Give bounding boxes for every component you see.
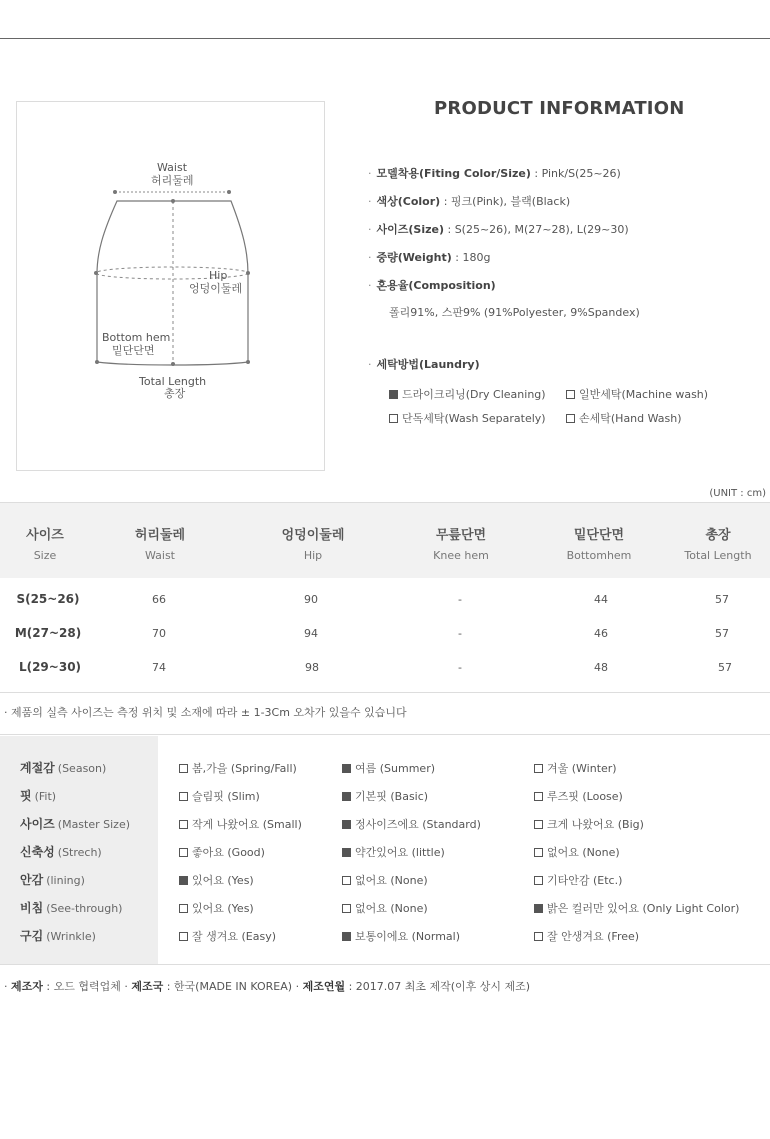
table-cell: 94 [304,627,318,640]
attr-option: 있어요 (Yes) [179,900,254,916]
attr-option: 루즈핏 (Loose) [534,788,623,804]
unit-label: (UNIT : cm) [709,488,766,499]
header-bottom-hem: 밑단단면 Bottomhem [566,528,632,562]
table-bottom-divider [0,692,770,693]
diagram-hem-label-ko: 밑단단면 [112,344,155,357]
empty-box-icon [389,414,398,423]
diagram-hip-label-ko: 엉덩이둘레 [189,282,243,295]
checked-box-icon [342,932,351,941]
diagram-waist-label-en: Waist [157,161,188,174]
attr-option: 슬림핏 (Slim) [179,788,260,804]
empty-box-icon [179,848,188,857]
diagram-hip-label-en: Hip [209,269,228,282]
attr-option: 없어요 (None) [534,844,620,860]
size-note: · 제품의 실측 사이즈는 측정 위치 및 소재에 따라 ± 1-3Cm 오차가 있을수 있습니다 [4,706,407,719]
top-divider [0,38,770,39]
table-cell: 46 [594,627,608,640]
attr-label-season: 계절감 (Season) [20,761,107,775]
composition-detail: 폴리91%, 스판9% (91%Polyester, 9%Spandex) [389,306,640,319]
table-cell: 70 [152,627,166,640]
header-waist: 허리둘레 Waist [134,528,186,562]
table-cell: 98 [305,661,319,674]
info-row-size: · 사이즈(Size) : S(25~26), M(27~28), L(29~30) [368,223,629,236]
attr-option: 여름 (Summer) [342,760,435,776]
diagram-hem-label-en: Bottom hem [102,331,171,344]
checked-box-icon [342,848,351,857]
empty-box-icon [566,414,575,423]
attr-option: 잘 안생겨요 (Free) [534,928,639,944]
attr-option: 잘 생겨요 (Easy) [179,928,276,944]
empty-box-icon [534,932,543,941]
checked-box-icon [534,904,543,913]
laundry-dry-cleaning: 드라이크리닝(Dry Cleaning) [389,386,546,402]
attr-option: 밝은 컬러만 있어요 (Only Light Color) [534,900,739,916]
diagram-waist-label-ko: 허리둘레 [151,174,194,187]
attr-option: 봄,가을 (Spring/Fall) [179,760,297,776]
checked-box-icon [179,876,188,885]
checked-box-icon [342,792,351,801]
maker-key: 제조자 [11,980,43,993]
header-hip: 엉덩이둘레 Hip [281,528,345,562]
maker-value: : 오드 협력업체 [42,980,121,993]
attr-label-master-size: 사이즈 (Master Size) [20,817,131,831]
empty-box-icon [179,764,188,773]
size-table-header [0,503,770,578]
attr-option: 보통이에요 (Normal) [342,928,460,944]
attr-option: 기타안감 (Etc.) [534,872,622,888]
header-size: 사이즈 Size [26,528,64,562]
attr-option: 있어요 (Yes) [179,872,254,888]
country-value: : 한국(MADE IN KOREA) [163,980,293,993]
empty-box-icon [179,932,188,941]
header-total-length: 총장 Total Length [684,528,752,562]
attr-top-divider [0,734,770,735]
attr-label-wrinkle: 구김 (Wrinkle) [20,929,96,943]
attr-option: 없어요 (None) [342,900,428,916]
empty-box-icon [534,820,543,829]
empty-box-icon [534,876,543,885]
checked-box-icon [342,764,351,773]
table-cell: - [458,593,462,606]
product-info-title: PRODUCT INFORMATION [434,98,685,119]
table-cell: 57 [715,593,729,606]
attr-option: 정사이즈에요 (Standard) [342,816,481,832]
laundry-wash-separately: 단독세탁(Wash Separately) [389,410,546,426]
empty-box-icon [534,764,543,773]
attr-option: 약간있어요 (little) [342,844,445,860]
checked-box-icon [389,390,398,399]
measurement-diagram [16,101,325,471]
header-knee-hem: 무릎단면 Knee hem [433,528,489,562]
table-cell: - [458,661,462,674]
attr-label-stretch: 신축성 (Strech) [20,845,102,859]
table-cell: - [458,627,462,640]
table-cell: 48 [594,661,608,674]
attr-option: 작게 나왔어요 (Small) [179,816,302,832]
table-cell: 57 [718,661,732,674]
empty-box-icon [179,904,188,913]
table-cell: 74 [152,661,166,674]
empty-box-icon [534,792,543,801]
date-key: 제조연월 [302,980,346,993]
empty-box-icon [179,820,188,829]
info-row-weight: · 중량(Weight) : 180g [368,251,491,264]
empty-box-icon [566,390,575,399]
manufacturer-info: · 제조자 : 오드 협력업체 · 제조국 : 한국(MADE IN KOREA) · 제조연월 : 2017.07 최초 제작(이후 상시 제조) [4,980,531,993]
table-cell: 66 [152,593,166,606]
table-cell: 57 [715,627,729,640]
attr-option: 좋아요 (Good) [179,844,265,860]
attr-label-fit: 핏 (Fit) [20,789,57,803]
skirt-diagram-icon [17,102,326,472]
diagram-length-label-en: Total Length [139,375,207,388]
attr-label-lining: 안감 (lining) [20,873,85,887]
info-row-color: · 색상(Color) : 핑크(Pink), 블랙(Black) [368,195,571,208]
country-key: 제조국 [131,980,164,993]
laundry-machine-wash: 일반세탁(Machine wash) [566,386,708,402]
empty-box-icon [342,904,351,913]
laundry-hand-wash: 손세탁(Hand Wash) [566,410,682,426]
empty-box-icon [342,876,351,885]
checked-box-icon [342,820,351,829]
empty-box-icon [534,848,543,857]
table-cell: 44 [594,593,608,606]
empty-box-icon [179,792,188,801]
table-cell: M(27~28) [14,626,82,640]
table-cell: 90 [304,593,318,606]
attr-label-see-through: 비침 (See-through) [20,901,123,915]
table-cell: L(29~30) [18,660,82,674]
laundry-title: · 세탁방법(Laundry) [368,358,480,371]
info-row-model: · 모델착용(Fiting Color/Size) : Pink/S(25~26) [368,167,621,180]
date-value: : 2017.07 최초 제작(이후 상시 제조) [345,980,531,993]
attr-option: 크게 나왔어요 (Big) [534,816,644,832]
diagram-length-label-ko: 총장 [164,387,186,400]
attr-option: 겨울 (Winter) [534,760,617,776]
attr-bottom-divider [0,964,770,965]
table-cell: S(25~26) [16,592,80,606]
attr-option: 없어요 (None) [342,872,428,888]
attr-option: 기본핏 (Basic) [342,788,428,804]
info-row-composition: · 혼용율(Composition) [368,279,496,292]
